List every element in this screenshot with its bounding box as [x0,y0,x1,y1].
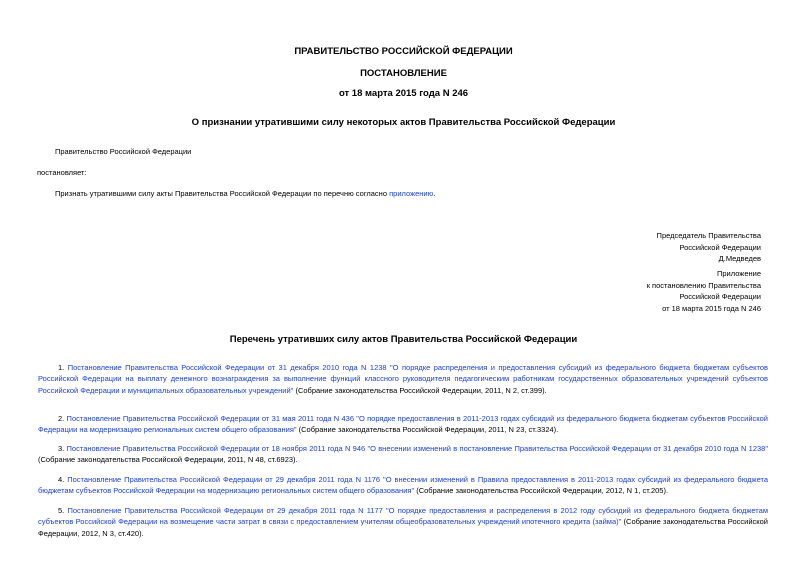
list-item [38,362,768,396]
decision-period: . [433,189,436,198]
item-source: (Собрание законодательства Российской Федерации, 2012, N 1, ст.205). [414,486,669,496]
item-source: (Собрание законодательства Российской Федерации, 2011, N 23, ст.3324). [296,425,559,435]
appendix-to-resolution: к постановлению Правительства [646,280,761,290]
paragraph-government: Правительство Российской Федерации [55,147,192,156]
appendix-link[interactable]: приложению [389,189,434,198]
item-source: (Собрание законодательства Российской Федерации, 2011, N 2, ст.399). [293,385,547,395]
item-link[interactable]: Постановление Правительства Российской Федерации от 29 декабря 2011 года N 1177 "О порядке предоставления и распределения в 2012 году субсидий из федерального бюджета бюджетам субъектов Российской Федерации на возмещение части затрат в связи с предоставлением учителям общеобразовательных учреждений ипотечного кредита (займа)" [38,506,768,527]
header-doc-type: ПОСТАНОВЛЕНИЕ [360,68,447,79]
item-number: 2. [58,414,67,423]
item-number: 4. [58,475,68,484]
document-title: О признании утратившими силу некоторых актов Правительства Российской Федерации [191,117,616,128]
item-source: (Собрание законодательства Российской Федерации, 2011, N 48, ст.6923). [38,455,298,465]
item-number: 1. [58,363,68,372]
item-link[interactable]: Постановление Правительства Российской Федерации от 31 мая 2011 года N 436 "О порядке предоставления в 2011-2013 годах субсидий из федерального бюджета бюджетам субъектов Российской Федерации на модернизацию региональных систем общего образования" [38,414,768,435]
item-link[interactable]: Постановление Правительства Российской Федерации от 31 декабря 2010 года N 1238 "О порядке распределения и предоставления субсидий из федерального бюджета бюджетам субъектов Российской Федерации на выплату денежного вознаграждения за выполнение функций классного руководителя педагогическим работникам государственных образовательных учреждений субъектов Российской Федерации и муниципальных образовательных учреждений" [38,363,768,395]
list-title: Перечень утративших силу актов Правительства Российской Федерации [229,334,578,345]
signature-country: Российской Федерации [679,242,761,252]
decision-text: Признать утратившими силу акты Правительства Российской Федерации по перечню согласно [55,189,390,198]
item-number: 5. [58,506,68,515]
list-item [38,505,768,539]
signature-name: Д.Медведев [718,254,761,263]
header-date-number: от 18 марта 2015 года N 246 [338,88,469,99]
appendix-block [647,268,761,314]
appendix-country: Российской Федерации [679,292,761,301]
list-item [38,474,768,497]
list-item [38,443,768,466]
appendix-label: Приложение [717,269,761,278]
header-government: ПРАВИТЕЛЬСТВО РОССИЙСКОЙ ФЕДЕРАЦИИ [294,46,513,57]
item-link[interactable]: Постановление Правительства Российской Федерации от 29 декабря 2011 года N 1176 "О внесении изменений в Правила предоставления в 2011-2013 годах субсидий из федерального бюджета бюджетам субъектов Российской Федерации на модернизацию региональных систем общего образования" [38,475,769,496]
list-item [38,413,768,436]
paragraph-decision [55,188,435,199]
item-source: (Собрание законодательства Российской Федерации, 2012, N 3, ст.420). [38,517,768,538]
item-number: 3. [58,444,67,453]
paragraph-resolves: постановляет: [37,168,87,177]
appendix-date: от 18 марта 2015 года N 246 [662,303,761,313]
item-link[interactable]: Постановление Правительства Российской Федерации от 18 ноября 2011 года N 946 "О внесении изменений в постановление Правительства Российской Федерации от 31 декабря 2010 года N 1238" [66,444,769,453]
signature-position: Председатель Правительства [656,231,761,240]
signature-block [657,230,761,265]
